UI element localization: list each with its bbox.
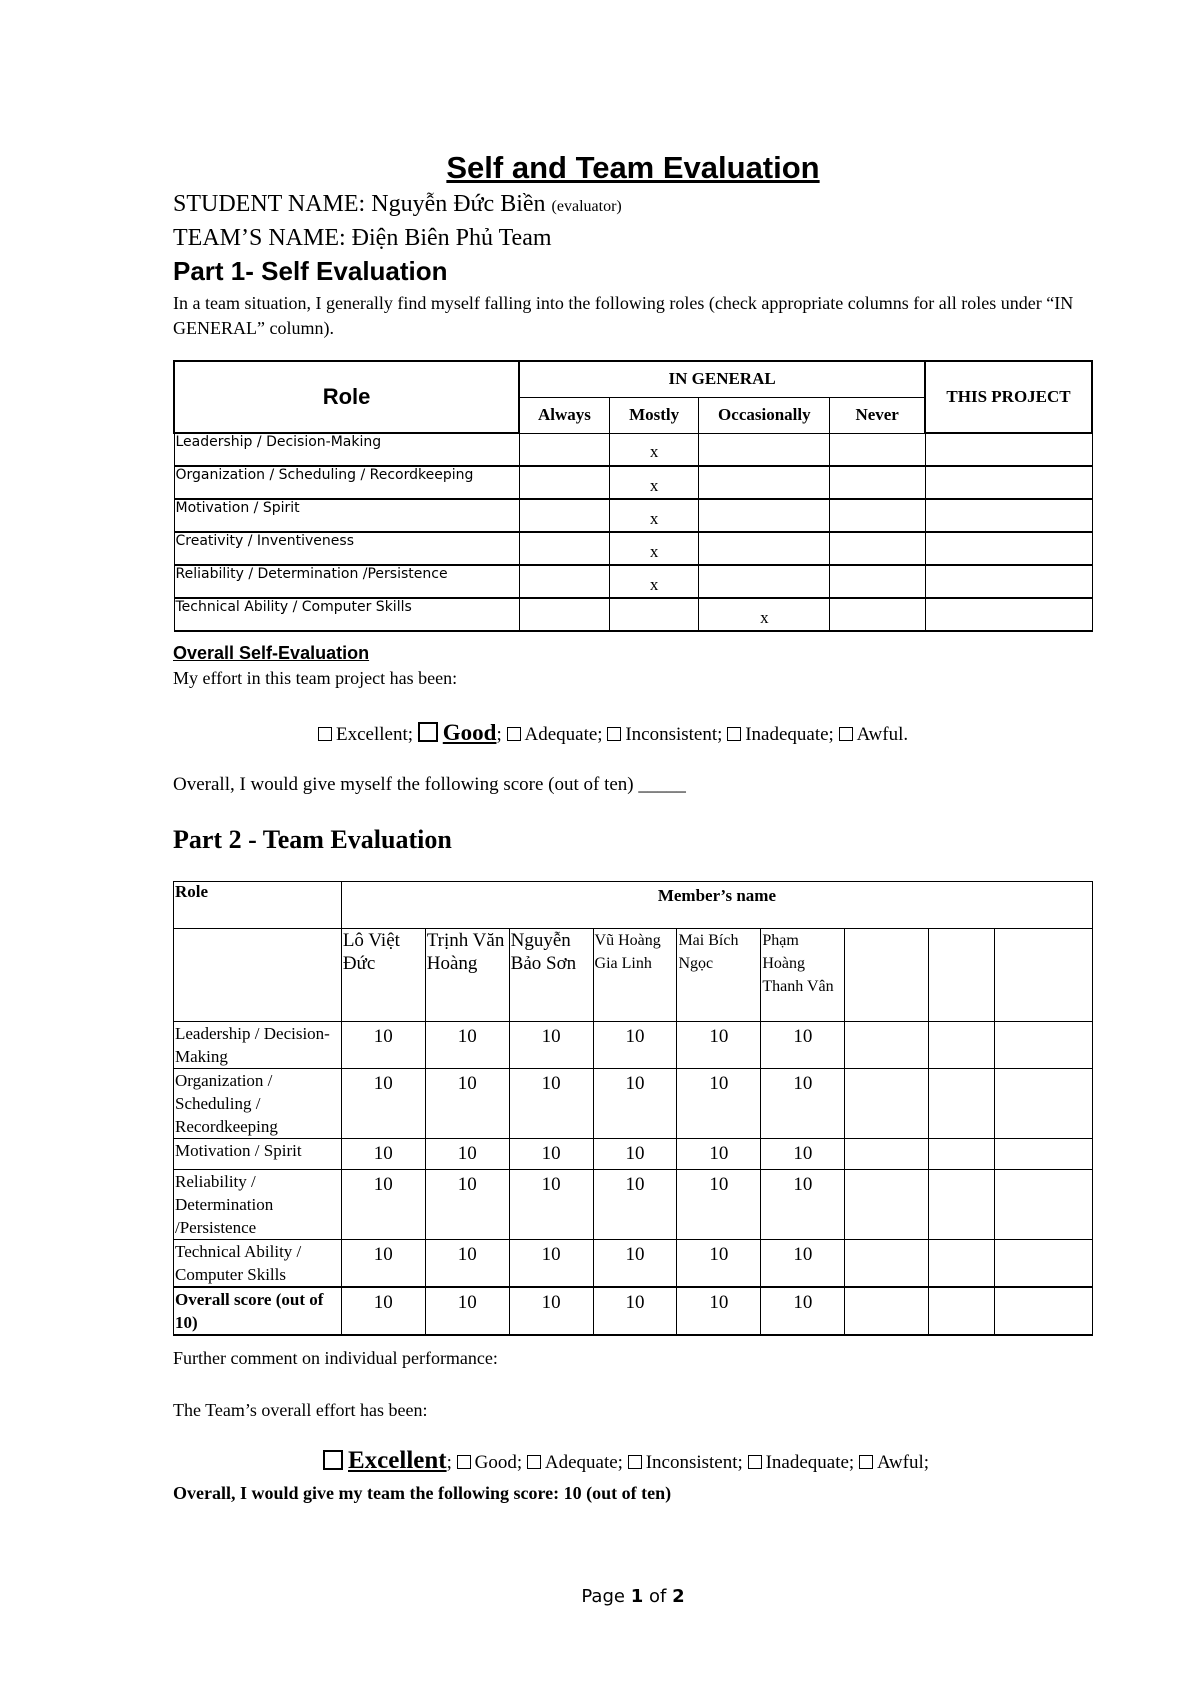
mark-cell[interactable] [830, 466, 925, 499]
part2-heading: Part 2 - Team Evaluation [173, 825, 452, 854]
checkbox-icon[interactable] [457, 1455, 471, 1469]
score-cell[interactable] [845, 1240, 929, 1288]
mark-cell[interactable] [519, 565, 609, 598]
self-row [174, 532, 1092, 565]
score-cell[interactable]: 10 [677, 1287, 761, 1335]
mark-cell[interactable] [830, 433, 925, 466]
mark-cell[interactable] [699, 499, 830, 532]
team-name: Điện Biên Phủ Team [351, 225, 552, 251]
self-row-role: Organization / Scheduling / Recordkeeping [174, 466, 519, 499]
mark-cell[interactable] [519, 499, 609, 532]
mark-cell[interactable] [519, 532, 609, 565]
score-cell[interactable]: 10 [425, 1069, 509, 1139]
page-of: of [648, 1586, 667, 1607]
score-cell[interactable] [929, 1139, 994, 1170]
self-row-role: Leadership / Decision-Making [174, 433, 519, 466]
members-header: Member’s name [341, 882, 1092, 929]
score-cell[interactable] [929, 1287, 994, 1335]
score-cell[interactable] [994, 1022, 1092, 1069]
score-cell[interactable]: 10 [593, 1240, 677, 1288]
checkbox-icon[interactable] [727, 727, 741, 741]
self-effort-text: My effort in this team project has been: [173, 668, 458, 688]
option-inconsistent: Inconsistent; [645, 1452, 743, 1473]
score-cell[interactable]: 10 [593, 1022, 677, 1069]
score-cell[interactable]: 10 [761, 1170, 845, 1240]
option-excellent-selected: Excellent [348, 1447, 447, 1474]
empty-member-cell[interactable] [929, 929, 994, 1022]
score-cell[interactable]: 10 [509, 1170, 593, 1240]
page-footer [173, 1586, 1093, 1607]
member-name: Nguyễn Bảo Sơn [509, 929, 593, 1022]
score-cell[interactable]: 10 [677, 1139, 761, 1170]
team-row-role: Reliability / Determination /Persistence [174, 1170, 342, 1240]
score-cell[interactable]: 10 [509, 1287, 593, 1335]
score-cell[interactable]: 10 [509, 1139, 593, 1170]
self-row [174, 598, 1092, 631]
checkbox-icon[interactable] [748, 1455, 762, 1469]
project-cell[interactable] [925, 565, 1092, 598]
in-general-header: IN GENERAL [519, 361, 925, 397]
self-effort-options [318, 720, 908, 746]
col-mostly: Mostly [609, 397, 699, 433]
score-cell[interactable] [994, 1139, 1092, 1170]
score-cell[interactable] [929, 1240, 994, 1288]
team-effort-text: The Team’s overall effort has been: [173, 1400, 428, 1420]
score-cell[interactable]: 10 [677, 1240, 761, 1288]
score-cell[interactable]: 10 [677, 1069, 761, 1139]
checkbox-icon[interactable] [507, 727, 521, 741]
score-cell[interactable] [929, 1069, 994, 1139]
mark-cell[interactable] [699, 466, 830, 499]
option-awful: Awful; [876, 1452, 930, 1473]
project-cell[interactable] [925, 532, 1092, 565]
score-cell[interactable]: 10 [761, 1139, 845, 1170]
score-cell[interactable]: 10 [509, 1022, 593, 1069]
self-row-role: Creativity / Inventiveness [174, 532, 519, 565]
team-row [174, 1240, 1093, 1288]
student-name: Nguyễn Đức Biền [371, 191, 546, 217]
overall-self-evaluation-title: Overall Self-Evaluation [173, 643, 370, 663]
mark-cell[interactable] [830, 565, 925, 598]
option-excellent: Excellent; [336, 724, 414, 745]
checkbox-icon[interactable] [859, 1455, 873, 1469]
option-inconsistent: Inconsistent; [625, 724, 723, 745]
team-row [174, 1022, 1093, 1069]
checkbox-icon[interactable] [418, 722, 438, 742]
member-name: Lô Việt Đức [341, 929, 425, 1022]
self-row [174, 466, 1092, 499]
score-cell[interactable] [845, 1287, 929, 1335]
team-row [174, 1069, 1093, 1139]
empty-member-cell[interactable] [845, 929, 929, 1022]
self-score-text: Overall, I would give myself the following score (out of ten) _____ [173, 774, 686, 795]
score-cell[interactable] [994, 1240, 1092, 1288]
mark-cell[interactable]: x [609, 565, 699, 598]
score-cell[interactable]: 10 [341, 1287, 425, 1335]
member-name: Vũ Hoàng Gia Linh [593, 929, 677, 1022]
member-name: Phạm Hoàng Thanh Vân [761, 929, 845, 1022]
option-separator: ; [446, 1452, 452, 1473]
score-cell[interactable]: 10 [509, 1069, 593, 1139]
self-row-role: Reliability / Determination /Persistence [174, 565, 519, 598]
team-role-header: Role [174, 882, 342, 929]
score-cell[interactable]: 10 [761, 1287, 845, 1335]
team-row-role: Leadership / Decision-Making [174, 1022, 342, 1069]
option-adequate: Adequate; [544, 1452, 623, 1473]
team-row [174, 1139, 1093, 1170]
score-cell[interactable]: 10 [341, 1170, 425, 1240]
member-name: Trịnh Văn Hoàng [425, 929, 509, 1022]
mark-cell[interactable] [699, 532, 830, 565]
project-cell[interactable] [925, 466, 1092, 499]
self-row [174, 565, 1092, 598]
mark-cell[interactable]: x [609, 466, 699, 499]
page-total: 2 [672, 1586, 685, 1607]
project-cell[interactable] [925, 499, 1092, 532]
checkbox-icon[interactable] [323, 1450, 343, 1470]
this-project-header: THIS PROJECT [925, 361, 1092, 433]
score-cell[interactable]: 10 [425, 1287, 509, 1335]
score-cell[interactable]: 10 [509, 1240, 593, 1288]
mark-cell[interactable] [519, 466, 609, 499]
score-cell[interactable]: 10 [341, 1240, 425, 1288]
score-cell[interactable] [845, 1069, 929, 1139]
score-cell[interactable]: 10 [341, 1022, 425, 1069]
mark-cell[interactable] [830, 598, 925, 631]
part1-intro: In a team situation, I generally find myself falling into the following roles (check appropriate columns for all roles under “IN GENERAL” column). [173, 293, 1074, 338]
mark-cell[interactable] [609, 598, 699, 631]
mark-cell[interactable] [830, 499, 925, 532]
col-never: Never [830, 397, 925, 433]
student-name-line [173, 191, 622, 218]
score-cell[interactable]: 10 [425, 1139, 509, 1170]
score-cell[interactable] [845, 1022, 929, 1069]
self-row-role: Technical Ability / Computer Skills [174, 598, 519, 631]
mark-cell[interactable]: x [609, 433, 699, 466]
empty-cell [174, 929, 342, 1022]
member-names-row [174, 929, 1093, 1022]
score-cell[interactable] [994, 1069, 1092, 1139]
mark-cell[interactable] [519, 433, 609, 466]
option-separator: ; [496, 724, 502, 745]
score-cell[interactable]: 10 [677, 1022, 761, 1069]
member-name: Mai Bích Ngọc [677, 929, 761, 1022]
team-label: TEAM’S NAME: [173, 225, 346, 251]
self-evaluation-table [173, 360, 1093, 632]
team-evaluation-table [173, 881, 1093, 1336]
self-row-role: Motivation / Spirit [174, 499, 519, 532]
score-cell[interactable] [845, 1170, 929, 1240]
team-row-role: Motivation / Spirit [174, 1139, 342, 1170]
team-score-text: Overall, I would give my team the following score: 10 (out of ten) [173, 1483, 672, 1503]
option-inadequate: Inadequate; [745, 724, 834, 745]
option-inadequate: Inadequate; [765, 1452, 855, 1473]
score-cell[interactable]: 10 [593, 1069, 677, 1139]
checkbox-icon[interactable] [839, 727, 853, 741]
team-row-role: Technical Ability / Computer Skills [174, 1240, 342, 1288]
empty-member-cell[interactable] [994, 929, 1092, 1022]
overall-score-row [174, 1287, 1093, 1335]
score-cell[interactable] [994, 1170, 1092, 1240]
page-current: 1 [630, 1586, 644, 1607]
mark-cell[interactable] [699, 565, 830, 598]
role-header: Role [174, 361, 519, 433]
mark-cell[interactable] [830, 532, 925, 565]
document-title: Self and Team Evaluation [446, 150, 820, 185]
mark-cell[interactable] [519, 598, 609, 631]
project-cell[interactable] [925, 598, 1092, 631]
score-cell[interactable]: 10 [593, 1287, 677, 1335]
option-adequate: Adequate; [524, 724, 603, 745]
further-comment-text: Further comment on individual performance: [173, 1348, 498, 1368]
mark-cell[interactable]: x [699, 598, 830, 631]
checkbox-icon[interactable] [628, 1455, 642, 1469]
option-good: Good; [474, 1452, 523, 1473]
option-awful: Awful. [856, 724, 909, 745]
evaluator-note: (evaluator) [551, 198, 622, 215]
score-cell[interactable]: 10 [593, 1139, 677, 1170]
checkbox-icon[interactable] [607, 727, 621, 741]
score-cell[interactable]: 10 [341, 1069, 425, 1139]
score-cell[interactable]: 10 [677, 1170, 761, 1240]
team-effort-options [323, 1447, 929, 1475]
project-cell[interactable] [925, 433, 1092, 466]
self-row [174, 499, 1092, 532]
score-cell[interactable]: 10 [593, 1170, 677, 1240]
mark-cell[interactable]: x [609, 499, 699, 532]
score-cell[interactable] [845, 1139, 929, 1170]
score-cell[interactable]: 10 [761, 1069, 845, 1139]
score-cell[interactable]: 10 [425, 1170, 509, 1240]
student-label: STUDENT NAME: [173, 191, 366, 217]
checkbox-icon[interactable] [527, 1455, 541, 1469]
self-row [174, 433, 1092, 466]
score-cell[interactable]: 10 [341, 1139, 425, 1170]
page-label: Page [581, 1586, 625, 1607]
mark-cell[interactable]: x [609, 532, 699, 565]
team-row [174, 1170, 1093, 1240]
score-cell[interactable]: 10 [425, 1022, 509, 1069]
score-cell[interactable]: 10 [761, 1022, 845, 1069]
score-cell[interactable]: 10 [425, 1240, 509, 1288]
col-occasionally: Occasionally [699, 397, 830, 433]
team-name-line [173, 225, 552, 252]
score-cell[interactable] [929, 1022, 994, 1069]
checkbox-icon[interactable] [318, 727, 332, 741]
score-cell[interactable]: 10 [761, 1240, 845, 1288]
overall-score-label: Overall score (out of 10) [174, 1287, 342, 1335]
score-cell[interactable] [929, 1170, 994, 1240]
mark-cell[interactable] [699, 433, 830, 466]
option-good-selected: Good [442, 720, 497, 745]
part1-heading: Part 1- Self Evaluation [173, 256, 448, 286]
team-row-role: Organization / Scheduling / Recordkeeping [174, 1069, 342, 1139]
col-always: Always [519, 397, 609, 433]
score-cell[interactable] [994, 1287, 1092, 1335]
